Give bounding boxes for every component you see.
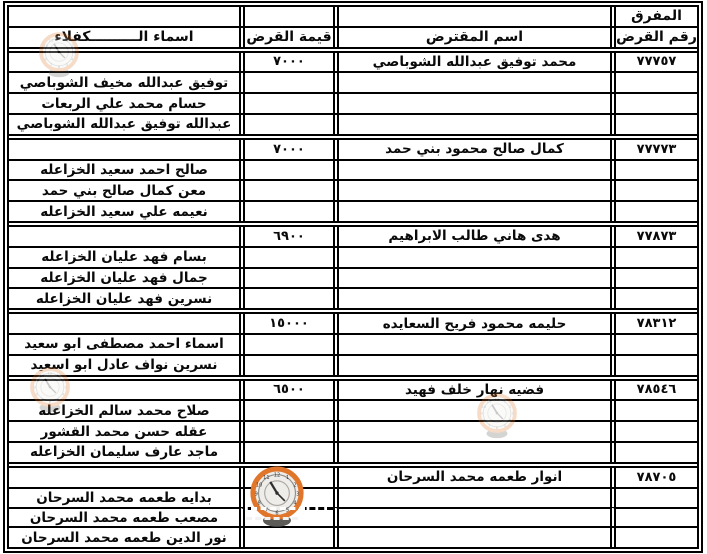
guarantor-name-cell: حسام محمد علي الربعات <box>41 95 207 112</box>
guarantor-name-cell: جمال فهد عليان الخزاعله <box>40 269 208 286</box>
table-row <box>9 507 697 526</box>
empty-cell <box>610 289 697 308</box>
borrower-name-cell: انوار طعمه محمد السرحان <box>333 468 610 487</box>
header-loan-number: رقم القرض <box>610 28 697 47</box>
table-row <box>9 113 697 134</box>
empty-cell <box>333 489 610 508</box>
empty-cell <box>239 94 333 113</box>
guarantor-name-cell: بسام فهد عليان الخزاعله <box>41 249 207 266</box>
empty-cell <box>9 468 239 487</box>
loan-number-cell: ٧٨٧٠٥ <box>610 468 697 487</box>
empty-cell <box>9 314 239 333</box>
table-row <box>9 246 697 267</box>
loan-value-cell: ٦٥٠٠ <box>239 381 333 400</box>
empty-cell <box>610 115 697 134</box>
empty-cell <box>9 53 239 72</box>
borrower-name-cell: حليمه محمود فريح السعايده <box>333 314 610 333</box>
guarantor-name-cell: صالح احمد سعيد الخزاعله <box>40 161 208 178</box>
loan-value-cell <box>239 468 333 487</box>
empty-cell <box>610 528 697 547</box>
borrower-name-cell: هدى هاني طالب الابراهيم <box>333 227 610 246</box>
empty-cell <box>239 202 333 221</box>
empty-cell <box>239 443 333 462</box>
empty-cell <box>239 7 333 26</box>
guarantor-name-cell: ماجد عارف سليمان الخزاعله <box>29 444 219 461</box>
empty-cell <box>333 289 610 308</box>
empty-cell <box>333 443 610 462</box>
empty-cell <box>333 356 610 375</box>
header-branch: المفرق <box>610 7 697 26</box>
empty-cell <box>9 140 239 159</box>
empty-cell <box>239 422 333 441</box>
table-row <box>9 487 697 508</box>
table-row <box>9 420 697 441</box>
table-row <box>9 7 697 26</box>
table-row <box>9 159 697 180</box>
empty-cell <box>239 181 333 200</box>
empty-cell <box>610 73 697 92</box>
loan-number-cell: ٧٧٨٧٣ <box>610 227 697 246</box>
dashed-line-overlay <box>246 517 298 520</box>
empty-cell <box>610 507 697 526</box>
table-row <box>9 308 697 333</box>
table-row <box>9 375 697 400</box>
empty-cell <box>333 248 610 267</box>
empty-cell <box>9 227 239 246</box>
borrower-name-cell: فضيه نهار خلف فهيد <box>333 381 610 400</box>
dashed-line-overlay <box>251 507 305 510</box>
empty-cell <box>610 248 697 267</box>
table-row <box>9 354 697 375</box>
empty-cell <box>333 94 610 113</box>
table-row <box>9 47 697 72</box>
table-row <box>9 26 697 47</box>
table-row <box>9 333 697 354</box>
empty-cell <box>9 381 239 400</box>
table-row <box>9 441 697 462</box>
loan-value-cell: ٧٠٠٠ <box>239 140 333 159</box>
guarantor-name-cell: نسرين نواف عادل ابو اسعيد <box>30 357 218 374</box>
empty-cell <box>610 356 697 375</box>
empty-cell <box>610 443 697 462</box>
empty-cell <box>333 161 610 180</box>
empty-cell <box>333 115 610 134</box>
table-row <box>9 134 697 159</box>
guarantor-name-cell: صلاح محمد سالم الخزاعله <box>38 402 210 419</box>
empty-cell <box>610 94 697 113</box>
loans-table <box>3 1 703 553</box>
guarantor-name-cell: عبدالله توفيق عبدالله الشوباصي <box>16 116 232 133</box>
empty-cell <box>333 181 610 200</box>
empty-cell <box>333 401 610 420</box>
table-row <box>9 526 697 547</box>
table-row <box>9 267 697 288</box>
empty-cell <box>239 161 333 180</box>
loan-number-cell: ٧٧٧٧٣ <box>610 140 697 159</box>
empty-cell <box>239 248 333 267</box>
empty-cell <box>239 115 333 134</box>
empty-cell <box>333 335 610 354</box>
guarantor-name-cell: اسماء احمد مصطفى ابو سعيد <box>24 336 224 353</box>
empty-cell <box>333 269 610 288</box>
empty-cell <box>610 202 697 221</box>
table-row <box>9 179 697 200</box>
loan-value-cell: ٦٩٠٠ <box>239 227 333 246</box>
empty-cell <box>610 335 697 354</box>
empty-cell <box>333 422 610 441</box>
empty-cell <box>239 289 333 308</box>
guarantor-name-cell: معن كمال صالح بني حمد <box>41 182 207 199</box>
empty-cell <box>239 356 333 375</box>
borrower-name-cell: كمال صالح محمود بني حمد <box>333 140 610 159</box>
empty-cell <box>239 401 333 420</box>
header-borrower-name: اسم المقترض <box>333 28 610 47</box>
empty-cell <box>333 7 610 26</box>
guarantor-name-cell: نسرين فهد عليان الخزاعله <box>35 290 213 307</box>
empty-cell <box>239 269 333 288</box>
table-row <box>9 200 697 221</box>
empty-cell <box>610 181 697 200</box>
table-row <box>9 399 697 420</box>
empty-cell <box>239 489 333 508</box>
guarantor-name-cell: توفيق عبدالله مخيف الشوباصي <box>19 74 229 91</box>
empty-cell <box>239 335 333 354</box>
table-row <box>9 287 697 308</box>
table-row <box>9 71 697 92</box>
loan-number-cell: ٧٨٣١٢ <box>610 314 697 333</box>
header-guarantor-names: اسماء الــــــــــكفلاء <box>54 29 194 46</box>
loan-value-cell: ٧٠٠٠ <box>239 53 333 72</box>
loan-value-cell: ١٥٠٠٠ <box>239 314 333 333</box>
empty-cell <box>333 528 610 547</box>
header-loan-value: قيمة القرض <box>239 28 333 47</box>
loan-number-cell: ٧٨٥٤٦ <box>610 381 697 400</box>
guarantor-name-cell: نور الدين طعمه محمد السرحان <box>21 529 227 546</box>
borrower-name-cell: محمد توفيق عبدالله الشوباصي <box>333 53 610 72</box>
table-row <box>9 221 697 246</box>
guarantor-name-cell: نعيمه علي سعيد الخزاعله <box>40 203 208 220</box>
empty-cell <box>239 528 333 547</box>
empty-cell <box>333 202 610 221</box>
loan-number-cell: ٧٧٧٥٧ <box>610 53 697 72</box>
empty-cell <box>610 161 697 180</box>
empty-cell <box>239 73 333 92</box>
table-row <box>9 462 697 487</box>
empty-cell <box>9 7 239 26</box>
empty-cell <box>333 507 610 526</box>
empty-cell <box>610 422 697 441</box>
guarantor-name-cell: عقله حسن محمد القشور <box>40 423 208 440</box>
empty-cell <box>610 489 697 508</box>
guarantor-name-cell: بدايه طعمه محمد السرحان <box>36 489 212 506</box>
guarantor-name-cell: مصعب طعمه محمد السرحان <box>9 507 239 526</box>
empty-cell <box>610 269 697 288</box>
empty-cell <box>333 73 610 92</box>
table-row <box>9 92 697 113</box>
empty-cell <box>610 401 697 420</box>
